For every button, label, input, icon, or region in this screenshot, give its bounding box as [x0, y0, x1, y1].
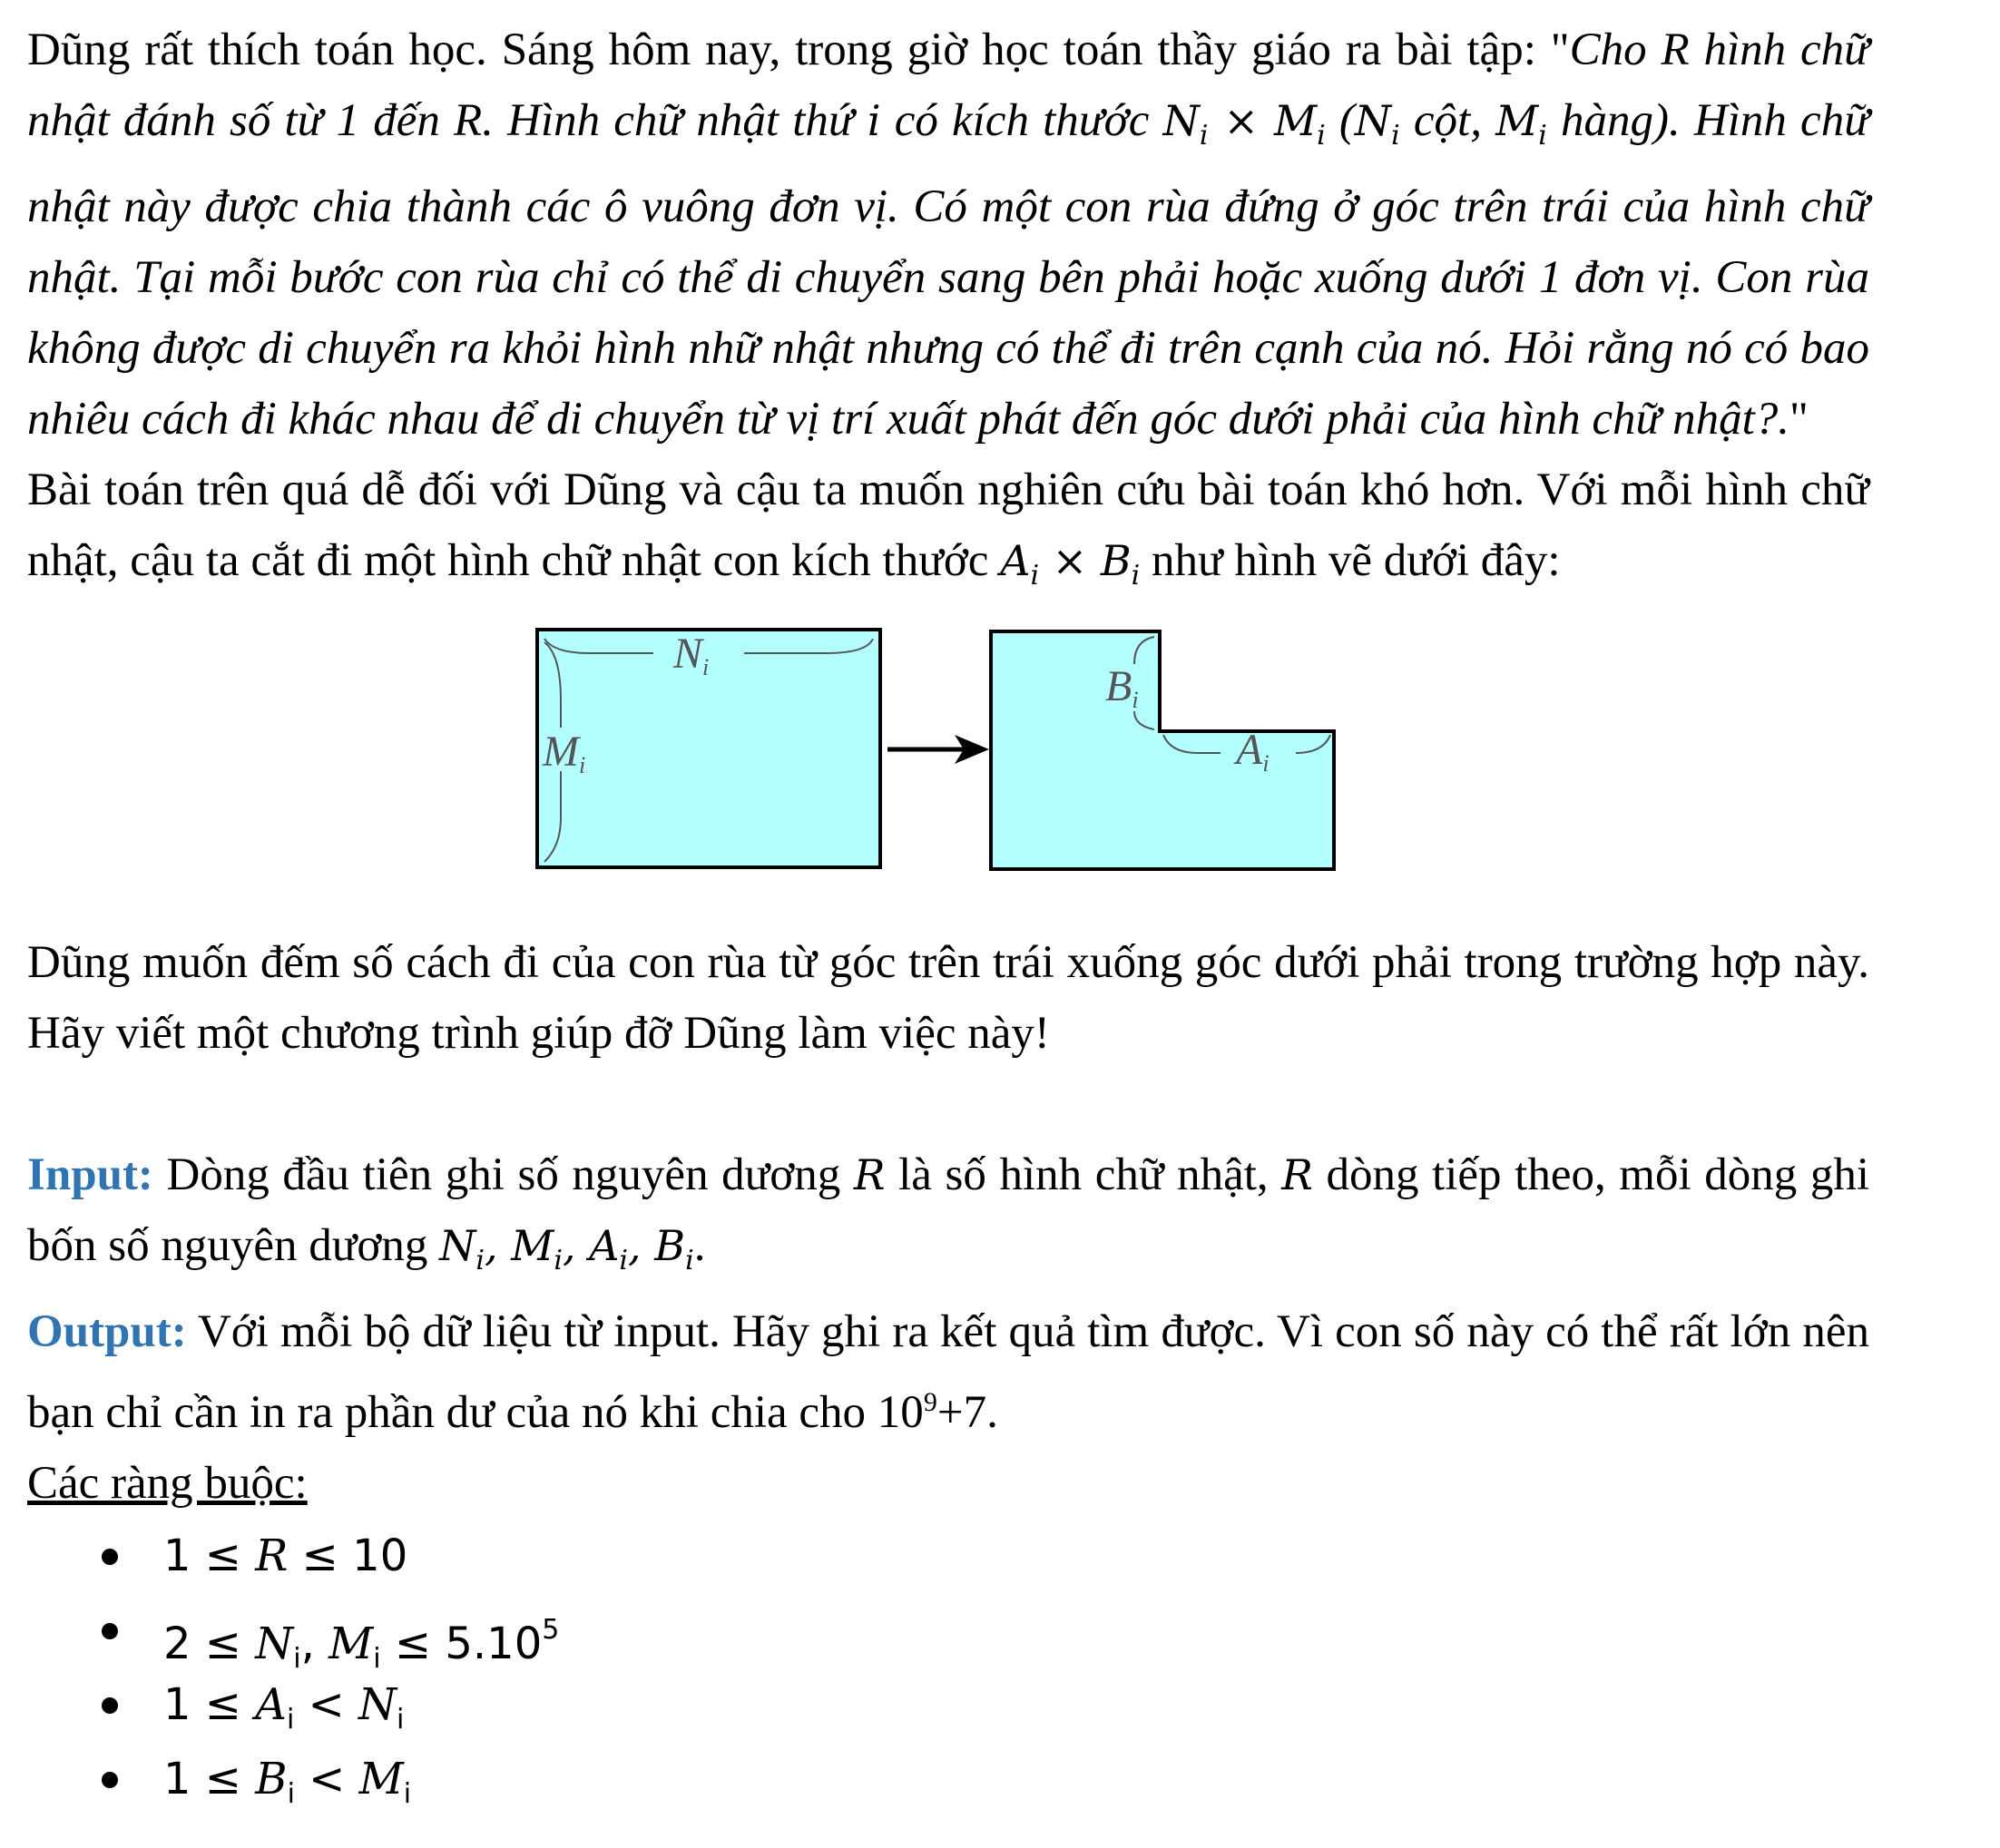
output-paragraph: [27, 1296, 1869, 1448]
constraint-formula: $1 \le A_i < N_i$: [163, 1679, 405, 1736]
input-text: Dòng đầu tiên ghi số nguyên dương: [152, 1149, 854, 1200]
output-text: +7.: [936, 1387, 998, 1438]
problem-extension-paragraph: [27, 455, 1869, 611]
cut-side-b-label: Bi: [1105, 662, 1139, 713]
intro-italic-text: hàng). Hình chữ nhật này được chia thành các ô vuông đơn vị. Có một con rùa đứng ở góc trên trái của hình chữ nhật. Tại mỗi bước con rùa chỉ có thể di chuyển sang bên phải hoặc xuống dưới 1 đơn vị. Con rùa không được di chuyển ra khỏi hình nhữ nhật nhưng có thể đi trên cạnh của nó. Hỏi rằng nó có bao nhiêu cách đi khác nhau để di chuyển từ vị trí xuất phát đến góc dưới phải của hình chữ nhật?.: [27, 95, 1870, 445]
intro-lead-text: Dũng rất thích toán học. Sáng hôm nay, trong giờ học toán thầy giáo ra bài tập: ": [27, 24, 1570, 75]
spacer: [27, 1069, 1869, 1139]
math-Bi: $B_i$: [1100, 536, 1141, 592]
bullet-icon: [102, 1623, 118, 1639]
bullet-icon: [102, 1772, 118, 1788]
constraint-item: [27, 1593, 1869, 1675]
input-paragraph: [27, 1139, 1869, 1296]
bullet-icon: [102, 1549, 118, 1565]
left-side-label: Mi: [543, 728, 586, 778]
output-exponent: 9: [923, 1387, 937, 1417]
math-NiMiAiBi: $N_i$, $M_i$, $A_i$, $B_i$: [439, 1221, 694, 1276]
document: [27, 15, 1869, 1816]
intro-italic-text: có kích thước: [880, 95, 1163, 146]
math-R: R: [853, 1150, 886, 1199]
constraints-list: [27, 1519, 1869, 1816]
figure-svg: [535, 628, 1370, 916]
input-text: dòng tiếp theo, mỗi dòng ghi bốn số nguyên dương: [27, 1149, 1869, 1271]
constraint-item: [27, 1667, 1869, 1742]
constraint-item: [27, 1742, 1869, 1816]
constraint-item: [27, 1519, 1869, 1593]
rectangle-cut-figure: [27, 628, 1869, 916]
input-text: là số hình chữ nhật,: [885, 1149, 1282, 1200]
extension-text: Bài toán trên quá dễ đối với Dũng và cậu ta muốn nghiên cứu bài toán khó hơn. Với mỗi hình chữ nhật, cậu ta cắt đi một hình chữ nhật con kích thước: [27, 464, 1869, 586]
input-text: .: [693, 1220, 706, 1271]
top-side-label: Ni: [673, 630, 710, 680]
math-R: R: [1281, 1150, 1313, 1199]
problem-intro-paragraph: [27, 15, 1869, 455]
math-Mi: $M_i$: [1274, 96, 1326, 152]
output-label: Output:: [27, 1306, 187, 1357]
intro-italic-text: Cho R hình chữ nhật đánh số từ 1 đến R. Hình chữ nhật thứ: [27, 24, 1869, 146]
l-shape: [991, 631, 1334, 869]
constraint-formula: $1 \le B_i < M_i$: [163, 1754, 412, 1810]
bullet-icon: [102, 1697, 118, 1714]
task-paragraph: Dũng muốn đếm số cách đi của con rùa từ góc trên trái xuống góc dưới phải trong trường hợp này. Hãy viết một chương trình giúp đỡ Dũng làm việc này!: [27, 937, 1869, 1059]
math-Mi: $M_i$: [1495, 96, 1547, 152]
cut-side-a-label: Ai: [1236, 726, 1270, 777]
math-times: ×: [1208, 96, 1275, 145]
extension-text: như hình vẽ dưới đây:: [1140, 535, 1561, 586]
intro-italic-text: cột,: [1399, 95, 1496, 146]
math-Ni: $N_i$: [1354, 96, 1400, 152]
math-i: i: [867, 96, 881, 145]
constraints-heading: Các ràng buộc:: [27, 1458, 308, 1509]
math-times: ×: [1039, 536, 1101, 585]
math-Ai: $A_i$: [1000, 536, 1040, 592]
output-text: Với mỗi bộ dữ liệu từ input. Hãy ghi ra kết quả tìm được. Vì con số này có thể rất lớn nên bạn chỉ cần in ra phần dư của nó khi chia cho 10: [27, 1306, 1869, 1438]
constraint-formula: $2 \le N_i$, $M_i \le 5.10^5$: [163, 1614, 560, 1675]
intro-tail-text: ": [1789, 394, 1809, 445]
input-label: Input:: [27, 1149, 153, 1200]
constraint-formula: 1 ≤ R ≤ 10: [163, 1530, 408, 1581]
math-Ni: $N_i$: [1162, 96, 1209, 152]
intro-italic-text: (: [1325, 95, 1355, 146]
